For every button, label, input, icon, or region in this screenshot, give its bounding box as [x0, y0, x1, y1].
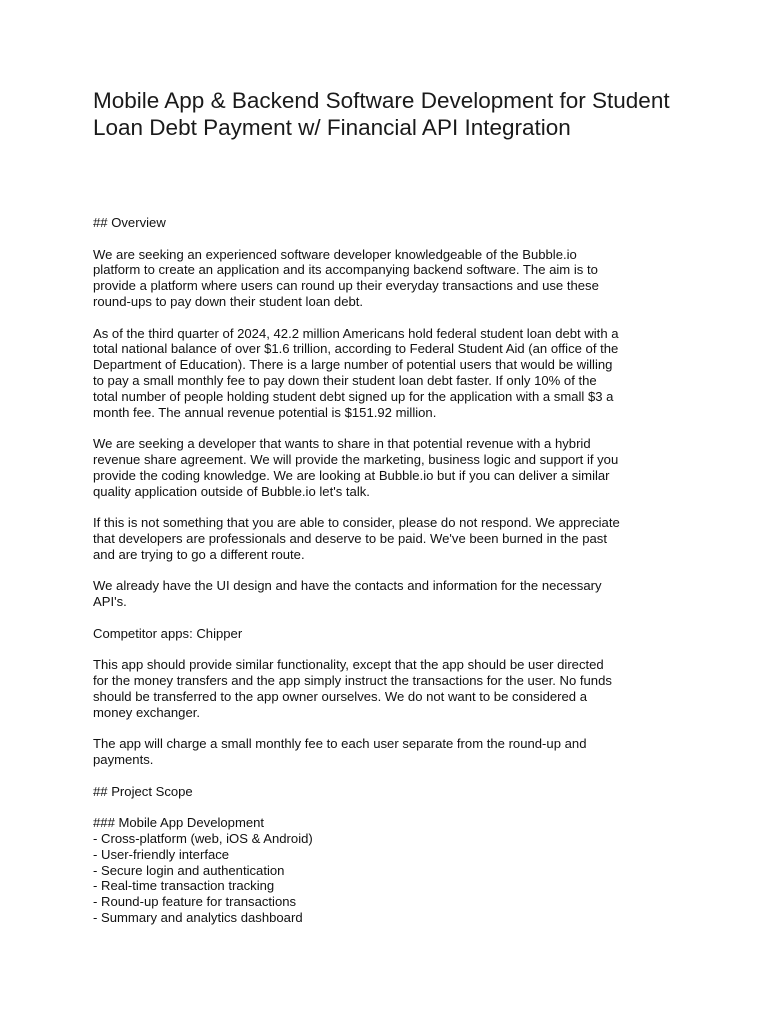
list-item: - Round-up feature for transactions	[93, 894, 297, 910]
mobile-dev-heading: ### Mobile App Development	[93, 815, 265, 831]
paragraph-revenue-share: We are seeking a developer that wants to share in that potential revenue with a hybrid revenue share agreement. We will provide the marketing, business logic and support if you provide the coding knowledge. We are looking at Bubble.io but if you can deliver a similar quality application outside of Bubble.io let's talk.	[93, 436, 619, 499]
paragraph-ui-design: We already have the UI design and have the contacts and information for the necessary API's.	[93, 578, 602, 610]
list-item: - User-friendly interface	[93, 846, 230, 862]
list-item: - Cross-platform (web, iOS & Android)	[93, 831, 313, 847]
paragraph-intro: We are seeking an experienced software developer knowledgeable of the Bubble.io platform to create an application and its accompanying backend software. The aim is to provide a platform where users can round up their everyday transactions and use these round-ups to pay down their student loan debt.	[93, 246, 599, 309]
list-item: - Real-time transaction tracking	[93, 878, 275, 894]
document-body	[93, 215, 693, 926]
paragraph-disclaimer: If this is not something that you are able to consider, please do not respond. We appreciate that developers are professionals and deserve to be paid. We've been burned in the past and are trying to go a different route.	[93, 515, 620, 562]
list-item: - Secure login and authentication	[93, 862, 285, 878]
mobile-feature-list	[93, 831, 693, 926]
paragraph-market: As of the third quarter of 2024, 42.2 million Americans hold federal student loan debt with a total national balance of over $1.6 trillion, according to Federal Student Aid (an office of the Department of Education). There is a large number of potential users that would be willing to pay a small monthly fee to pay down their student loan debt faster. If only 10% of the total number of people holding student debt signed up for the application with a small $3 a month fee. The annual revenue potential is $151.92 million.	[93, 325, 619, 420]
overview-heading: ## Overview	[93, 215, 166, 230]
paragraph-functionality: This app should provide similar functionality, except that the app should be user directed for the money transfers and the app simply instruct the transactions for the user. No funds should be transferred to the app owner ourselves. We do not want to be considered a money exchanger.	[93, 657, 612, 720]
paragraph-competitors: Competitor apps: Chipper	[93, 625, 243, 641]
list-item: - Summary and analytics dashboard	[93, 910, 303, 926]
paragraph-fee: The app will charge a small monthly fee to each user separate from the round-up and payments.	[93, 736, 587, 768]
project-scope-heading: ## Project Scope	[93, 783, 193, 799]
document-title: Mobile App & Backend Software Development for Student Loan Debt Payment w/ Financial API Integration	[93, 88, 670, 140]
